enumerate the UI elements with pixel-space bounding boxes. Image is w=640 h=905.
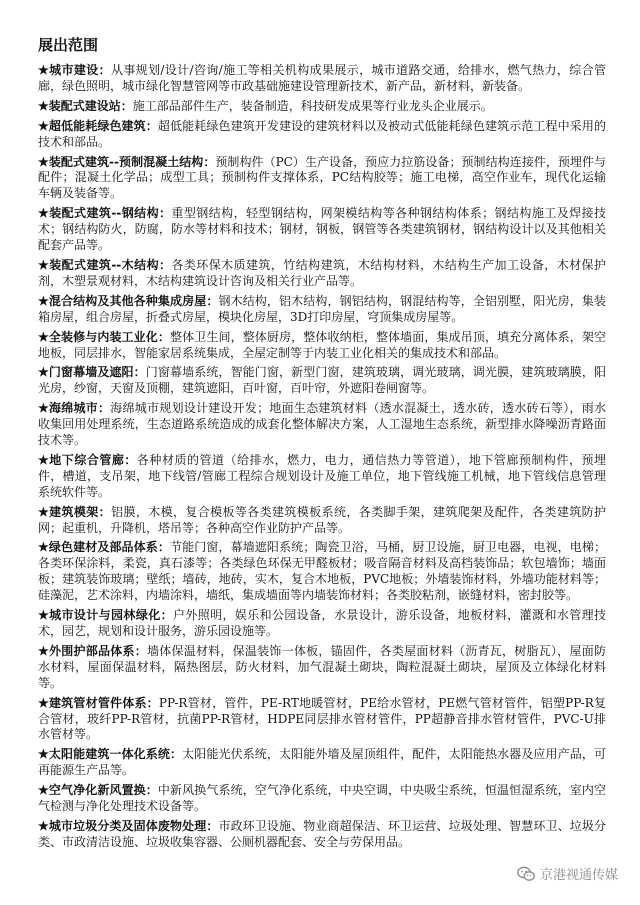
section-list bbox=[38, 63, 606, 851]
section-body: PP-R管材，管件，PE-RT地暖管材，PE给水管材，PE燃气管材管件，铝塑PP-R复合管材，玻纤PP-R管材，抗菌PP-R管材，HDPE同层排水管材管件，PP超静音排水管材管件，PVC-U排水管材等。 bbox=[38, 695, 606, 742]
section-heading: 装配式建筑--钢结构： bbox=[49, 206, 172, 221]
watermark bbox=[517, 864, 618, 883]
section-heading: 门窗幕墙及遮阳： bbox=[48, 365, 146, 380]
section-body: 各类环保木质建筑，竹结构建筑，木结构材料，木结构生产加工设备，木材保护剂，木塑景观材料，木结构建筑设计咨询及相关行业产品等。 bbox=[38, 257, 606, 288]
section-body: 施工部品部件生产，装备制造，科技研发成果等行业龙头企业展示。 bbox=[132, 98, 493, 113]
section-paragraph bbox=[38, 401, 606, 449]
page-title: 展出范围 bbox=[38, 36, 99, 54]
section-heading: 城市设计与园林绿化： bbox=[49, 608, 173, 623]
star-bullet: ★ bbox=[38, 154, 49, 169]
section-paragraph bbox=[38, 540, 606, 604]
section-paragraph bbox=[38, 119, 606, 151]
star-bullet: ★ bbox=[38, 783, 49, 798]
star-bullet: ★ bbox=[38, 643, 50, 658]
section-paragraph bbox=[38, 206, 606, 254]
star-bullet: ★ bbox=[38, 747, 49, 762]
section-paragraph bbox=[38, 783, 606, 815]
section-body: 太阳能光伏系统，太阳能外墙及屋顶组件，配件，太阳能热水器及应用产品，可再能源生产品等。 bbox=[38, 747, 606, 778]
section-body: 整体卫生间，整体厨房，整体收纳柜，整体墙面，集成吊顶，填充分离体系，架空地板，同层排水，智能家居系统集成，全屋定制等于内装工业化相关的集成技术和部品。 bbox=[38, 329, 606, 360]
document-page bbox=[38, 34, 606, 855]
section-heading: 空气净化新风置换： bbox=[48, 783, 158, 798]
section-heading: 建筑模架： bbox=[49, 504, 112, 519]
section-paragraph bbox=[38, 99, 606, 115]
star-bullet: ★ bbox=[38, 118, 49, 133]
section-paragraph bbox=[38, 696, 606, 744]
star-bullet: ★ bbox=[38, 329, 49, 344]
section-body: 门窗幕墙系统，智能门窗，新型门窗，建筑玻璃，调光玻璃，调光膜，建筑玻璃膜，阳光房，纱窗，天窗及顶棚，建筑遮阳，百叶窗，百叶帘，外遮阳卷闸窗等。 bbox=[38, 365, 606, 396]
section-paragraph bbox=[38, 608, 606, 640]
section-heading: 全装修与内装工业化： bbox=[48, 329, 171, 344]
section-body: 户外照明，娱乐和公园设备，水景设计，游乐设备，地板材料，灌溉和水管理技术，园艺，规划和设计服务，游乐园设施等。 bbox=[38, 608, 606, 638]
section-body: 从事规划/设计/咨询/施工等相关机构成果展示，城市道路交通，给排水，燃气热力，综合管廊，绿色照明，城市绿化智慧管网等市政基础施建设管理新技术，新产品，新材料，新装备。 bbox=[38, 63, 606, 93]
section-heading: 装配式建筑--木结构： bbox=[49, 257, 172, 272]
watermark-text: 京港视通传媒 bbox=[539, 868, 618, 883]
star-bullet: ★ bbox=[38, 365, 49, 380]
section-heading: 装配式建设站： bbox=[48, 98, 133, 113]
star-bullet: ★ bbox=[38, 293, 49, 308]
section-heading: 混合结构及其他各种集成房屋： bbox=[48, 293, 219, 308]
section-paragraph bbox=[38, 258, 606, 290]
section-heading: 装配式建筑--预制混凝土结构： bbox=[48, 154, 216, 169]
star-bullet: ★ bbox=[38, 257, 50, 272]
section-heading: 绿色建材及部品体系： bbox=[48, 540, 171, 555]
section-body: 铝膜，木模，复合模板等各类建筑模板系统，各类脚手架，建筑爬架及配件，各类建筑防护网；起重机，升降机，塔吊等；各种高空作业防护产品等。 bbox=[38, 504, 606, 535]
section-body: 墙体保温材料，保温装饰一体板，锚固件，各类屋面材料（沥青瓦，树脂瓦），屋面防水材料，屋面保温材料，隔热图层，防火材料，加气混凝土砌块，陶粒混凝土砌块，屋顶及立体绿化材料等。 bbox=[38, 643, 606, 690]
star-bullet: ★ bbox=[38, 695, 49, 710]
section-body: 预制构件（PC）生产设备，预应力拉筋设备；预制结构连接件，预埋件与配件；混凝土化学品；成型工具；预制构件支撑体系，PC结构胶等；施工电梯，高空作业车，现代化运输车辆及装备等。 bbox=[38, 154, 606, 201]
section-paragraph bbox=[38, 330, 606, 362]
section-body: 超低能耗绿色建筑开发建设的建筑材料以及被动式低能耗绿色建筑示范工程中采用的技术和部品。 bbox=[38, 118, 606, 149]
section-paragraph bbox=[38, 155, 606, 203]
section-body: 钢木结构，铝木结构，钢铝结构，钢混结构等，全铝别墅，阳光房，集装箱房屋，组合房屋，折叠式房屋，模块化房屋，3D打印房屋，穹顶集成房屋等。 bbox=[38, 293, 606, 324]
section-heading: 海绵城市： bbox=[49, 401, 111, 416]
star-bullet: ★ bbox=[38, 206, 50, 221]
section-body: 各种材质的管道（给排水，燃力，电力，通信热力等管道），地下管廊预制构件，预埋件，槽道，支吊架，地下线管/管廊工程综合规划设计及施工单位，地下管线施工机械，地下管线信息管理系统软件等。 bbox=[38, 452, 606, 499]
section-paragraph bbox=[38, 747, 606, 779]
section-paragraph bbox=[38, 819, 606, 851]
section-heading: 外围护部品体系： bbox=[49, 643, 147, 658]
star-bullet: ★ bbox=[38, 540, 49, 555]
section-heading: 城市垃圾分类及固体废物处理： bbox=[48, 818, 219, 833]
section-body: 市政环卫设施、物业商超保洁、环卫运营、垃圾处理、智慧环卫、垃圾分类、市政清洁设施、垃圾收集容器、公厕机器配套、安全与劳保用品。 bbox=[38, 818, 606, 849]
section-paragraph bbox=[38, 294, 606, 326]
section-body: 中新风换气系统，空气净化系统，中央空调，中央吸尘系统，恒温恒湿系统，室内空气检测与净化处理技术设备等。 bbox=[38, 783, 606, 814]
section-body: 重型钢结构，轻型钢结构，网架模结构等各种钢结构体系；钢结构施工及焊接技术；钢结构防火，防腐，防水等材料和技术；钢材，钢板，钢管等各类建筑钢材，钢结构设计以及其他相关配套产品等。 bbox=[38, 206, 606, 253]
star-bullet: ★ bbox=[38, 63, 50, 77]
section-body: 节能门窗，幕墙遮阳系统；陶瓷卫浴，马桶，厨卫设施，厨卫电器，电视，电梯；各类环保涂料，柔瓷，真石漆等；各类绿色环保无甲醛板材；吸音隔音材料及高档装饰品；软包墙饰；墙面板；建筑装饰玻璃；壁纸；墙砖，地砖，实木，复合木地板，PVC地板；外墙装饰材料，外墙功能材料等；硅藻泥，艺术涂料，内墙涂料，墙纸，集成墙面等内墙装饰材料；各类胶粘剂，嵌缝材料，密封胶等。 bbox=[38, 540, 606, 603]
section-heading: 地下综合管廊： bbox=[49, 452, 137, 467]
section-paragraph bbox=[38, 505, 606, 537]
star-bullet: ★ bbox=[38, 608, 50, 623]
star-bullet: ★ bbox=[38, 504, 50, 519]
star-bullet: ★ bbox=[38, 452, 50, 467]
section-body: 海绵城市规划设计建设开发；地面生态建筑材料（透水混凝土，透水砖，透水砖石等），雨水收集回用处理系统，生态道路系统造成的成套化整体解决方案，人工湿地生态系统，新型排水降噪沥青路面技术等。 bbox=[38, 401, 606, 448]
section-paragraph bbox=[38, 63, 606, 95]
wechat-icon bbox=[517, 866, 535, 882]
section-paragraph bbox=[38, 365, 606, 397]
star-bullet: ★ bbox=[38, 98, 49, 113]
section-heading: 建筑管材管件体系： bbox=[48, 695, 159, 710]
section-heading: 太阳能建筑一体化系统： bbox=[48, 747, 183, 762]
section-heading: 城市建设： bbox=[49, 63, 111, 77]
section-heading: 超低能耗绿色建筑： bbox=[48, 118, 158, 133]
star-bullet: ★ bbox=[38, 401, 50, 416]
star-bullet: ★ bbox=[38, 818, 49, 833]
section-paragraph bbox=[38, 644, 606, 692]
section-paragraph bbox=[38, 453, 606, 501]
